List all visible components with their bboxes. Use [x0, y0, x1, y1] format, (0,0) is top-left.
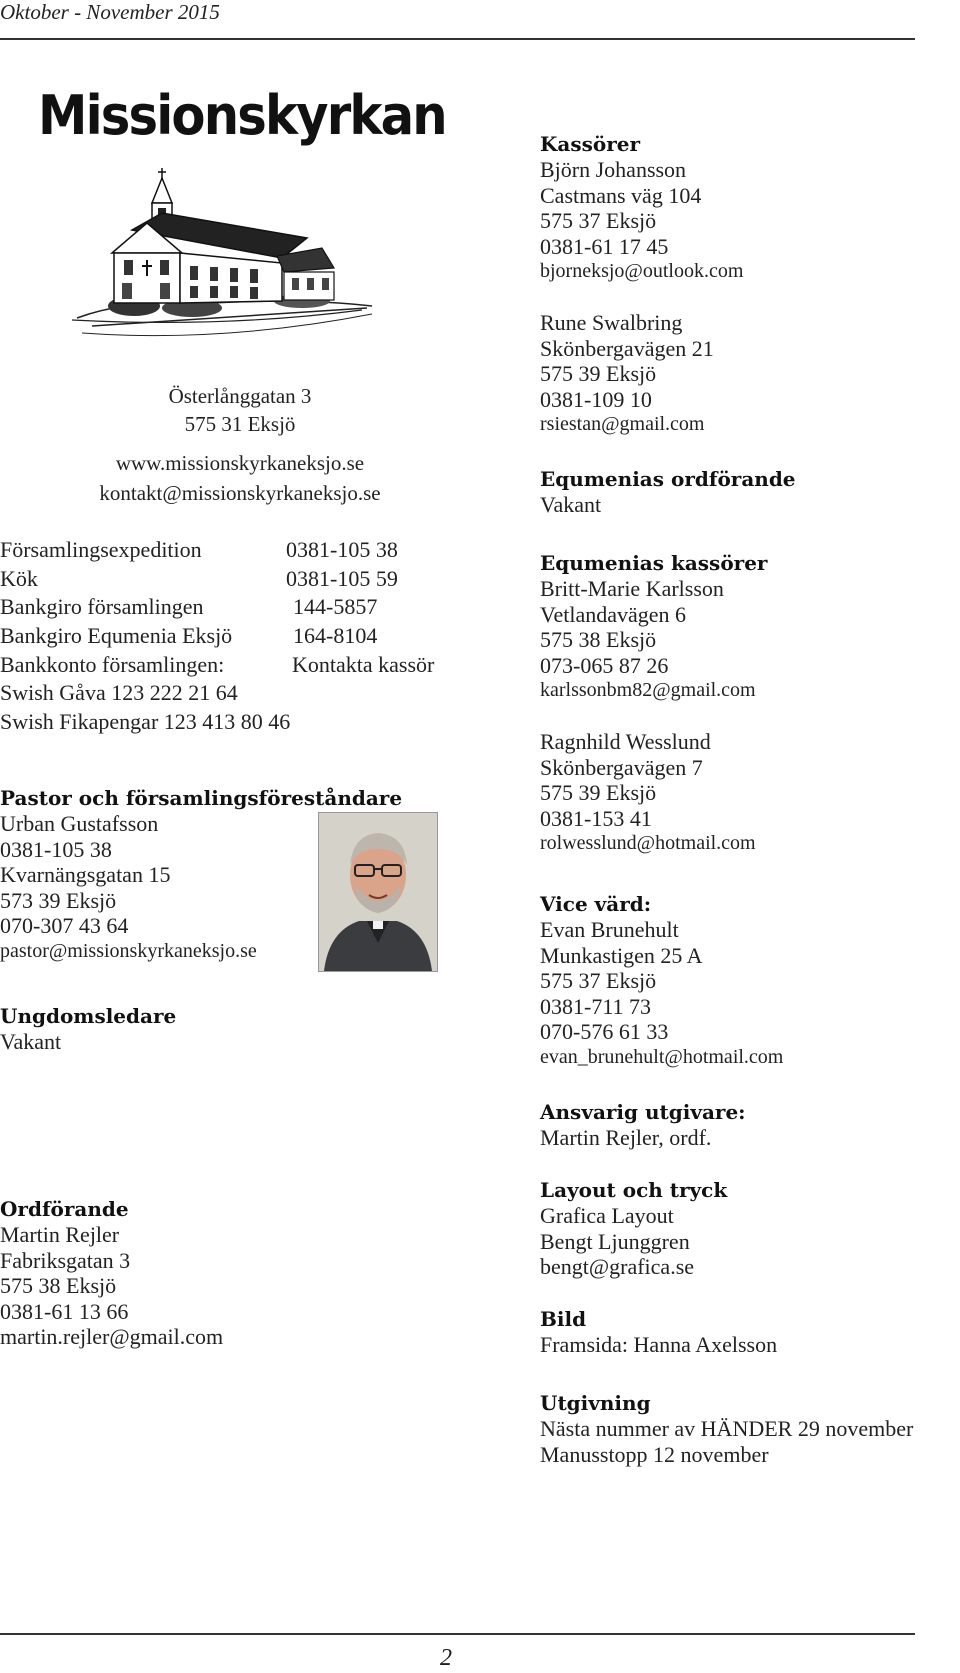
pastor-postal: 573 39 Eksjö — [0, 887, 117, 913]
section-title: Layout och tryck — [540, 1178, 728, 1202]
youth-leader-section — [0, 1003, 176, 1055]
website-link[interactable]: www.missionskyrkaneksjo.se — [115, 451, 365, 475]
manuscript-deadline: Manusstopp 12 november — [540, 1441, 769, 1467]
chair-phone: 0381-61 13 66 — [0, 1298, 129, 1324]
equmenia-treasurer-phone: 073-065 87 26 — [540, 652, 669, 678]
contact-info-list — [0, 536, 435, 737]
layout-email[interactable]: bengt@grafica.se — [540, 1254, 695, 1280]
treasurers-section — [540, 131, 743, 438]
logo-title: Missionskyrkan — [38, 84, 446, 147]
church-illustration — [72, 168, 382, 353]
info-row — [0, 708, 290, 737]
info-label: Bankkonto församlingen: — [0, 651, 225, 677]
equmenia-treasurer-postal: 575 39 Eksjö — [540, 780, 657, 806]
info-value: Kontakta kassör — [292, 651, 435, 677]
section-title: Pastor och församlingsföreståndare — [0, 786, 403, 810]
info-label: Bankgiro församlingen — [0, 594, 204, 620]
info-value: 0381-105 59 — [286, 565, 398, 591]
info-row — [0, 536, 398, 565]
info-label: Swish Fikapengar 123 413 80 46 — [0, 709, 291, 735]
layout-section — [540, 1177, 727, 1280]
pastor-portrait-image — [319, 813, 437, 971]
equmenia-treasurer-name: Ragnhild Wesslund — [540, 728, 711, 754]
treasurer-street: Castmans väg 104 — [540, 182, 702, 208]
info-row — [0, 651, 435, 680]
vice-host-section — [540, 891, 783, 1071]
info-value: 0381-105 38 — [286, 537, 398, 562]
info-row — [0, 679, 290, 708]
chair-street: Fabriksgatan 3 — [0, 1247, 131, 1273]
image-credit-section — [540, 1306, 777, 1358]
chair-section — [0, 1196, 223, 1350]
vice-host-postal: 575 37 Eksjö — [540, 968, 657, 994]
section-title: Ungdomsledare — [0, 1004, 177, 1028]
vice-host-street: Munkastigen 25 A — [540, 942, 703, 968]
treasurer-phone: 0381-61 17 45 — [540, 233, 669, 259]
pastor-email[interactable]: pastor@missionskyrkaneksjo.se — [0, 939, 257, 962]
treasurer-phone: 0381-109 10 — [540, 386, 652, 412]
address-street: Österlånggatan 3 — [168, 384, 312, 408]
pastor-phone: 0381-105 38 — [0, 836, 112, 862]
treasurer-postal: 575 37 Eksjö — [540, 208, 657, 234]
layout-company: Grafica Layout — [540, 1203, 674, 1228]
vice-host-name: Evan Brunehult — [540, 917, 679, 942]
footer-divider — [0, 1633, 915, 1635]
section-title: Equmenias ordförande — [540, 467, 796, 491]
equmenia-treasurer-street: Vetlandavägen 6 — [540, 601, 686, 627]
info-value: 164-8104 — [293, 623, 378, 649]
chair-name: Martin Rejler — [0, 1222, 120, 1247]
info-row — [0, 622, 378, 651]
vice-host-phone: 0381-711 73 — [540, 993, 652, 1019]
contact-email-link[interactable]: kontakt@missionskyrkaneksjo.se — [99, 481, 381, 505]
pastor-mobile: 070-307 43 64 — [0, 913, 129, 939]
info-label: Församlingsexpedition — [0, 537, 202, 562]
info-row — [0, 593, 378, 622]
issue-date: Oktober - November 2015 — [0, 0, 220, 24]
pastor-photo — [318, 812, 438, 972]
section-title: Ansvarig utgivare: — [540, 1100, 746, 1124]
equmenia-treasurers-section — [540, 550, 767, 857]
release-section — [540, 1390, 913, 1467]
equmenia-treasurer-postal: 575 38 Eksjö — [540, 627, 657, 653]
equmenia-treasurer-email[interactable]: karlssonbm82@gmail.com — [540, 679, 756, 702]
vice-host-mobile: 070-576 61 33 — [540, 1019, 669, 1045]
chair-email[interactable]: martin.rejler@gmail.com — [0, 1324, 224, 1350]
section-title: Utgivning — [540, 1391, 651, 1415]
vice-host-email[interactable]: evan_brunehult@hotmail.com — [540, 1045, 784, 1068]
section-title: Equmenias kassörer — [540, 551, 768, 575]
treasurer-postal: 575 39 Eksjö — [540, 361, 657, 387]
info-label: Kök — [0, 565, 38, 591]
address-postal: 575 31 Eksjö — [184, 412, 296, 436]
section-title: Bild — [540, 1307, 587, 1331]
image-credit: Framsida: Hanna Axelsson — [540, 1332, 778, 1357]
info-label: Swish Gåva 123 222 21 64 — [0, 680, 238, 706]
treasurer-street: Skönbergavägen 21 — [540, 335, 714, 361]
youth-leader-name: Vakant — [0, 1029, 62, 1054]
equmenia-treasurer-phone: 0381-153 41 — [540, 805, 652, 831]
info-value: 144-5857 — [293, 594, 378, 620]
section-title: Kassörer — [540, 132, 640, 156]
pastor-street: Kvarnängsgatan 15 — [0, 862, 171, 888]
equmenia-treasurer-email[interactable]: rolwesslund@hotmail.com — [540, 832, 756, 855]
next-issue: Nästa nummer av HÄNDER 29 november — [540, 1416, 914, 1441]
chair-postal: 575 38 Eksjö — [0, 1273, 117, 1299]
page-number: 2 — [440, 1645, 452, 1671]
info-row — [0, 565, 398, 594]
equmenia-treasurer-name: Britt-Marie Karlsson — [540, 576, 724, 601]
info-label: Bankgiro Equmenia Eksjö — [0, 623, 233, 649]
treasurer-email[interactable]: bjorneksjo@outlook.com — [540, 260, 744, 283]
equmenia-treasurer-street: Skönbergavägen 7 — [540, 754, 703, 780]
pastor-name: Urban Gustafsson — [0, 811, 159, 836]
treasurer-email[interactable]: rsiestan@gmail.com — [540, 413, 705, 436]
section-title: Vice värd: — [540, 892, 652, 916]
header-divider — [0, 38, 915, 40]
equmenia-chair-section — [540, 466, 796, 518]
treasurer-name: Rune Swalbring — [540, 309, 683, 335]
equmenia-chair-name: Vakant — [540, 492, 602, 517]
publisher-section — [540, 1099, 746, 1151]
publisher-name: Martin Rejler, ordf. — [540, 1125, 712, 1150]
treasurer-name: Björn Johansson — [540, 157, 687, 182]
section-title: Ordförande — [0, 1197, 129, 1221]
layout-person: Bengt Ljunggren — [540, 1228, 690, 1254]
